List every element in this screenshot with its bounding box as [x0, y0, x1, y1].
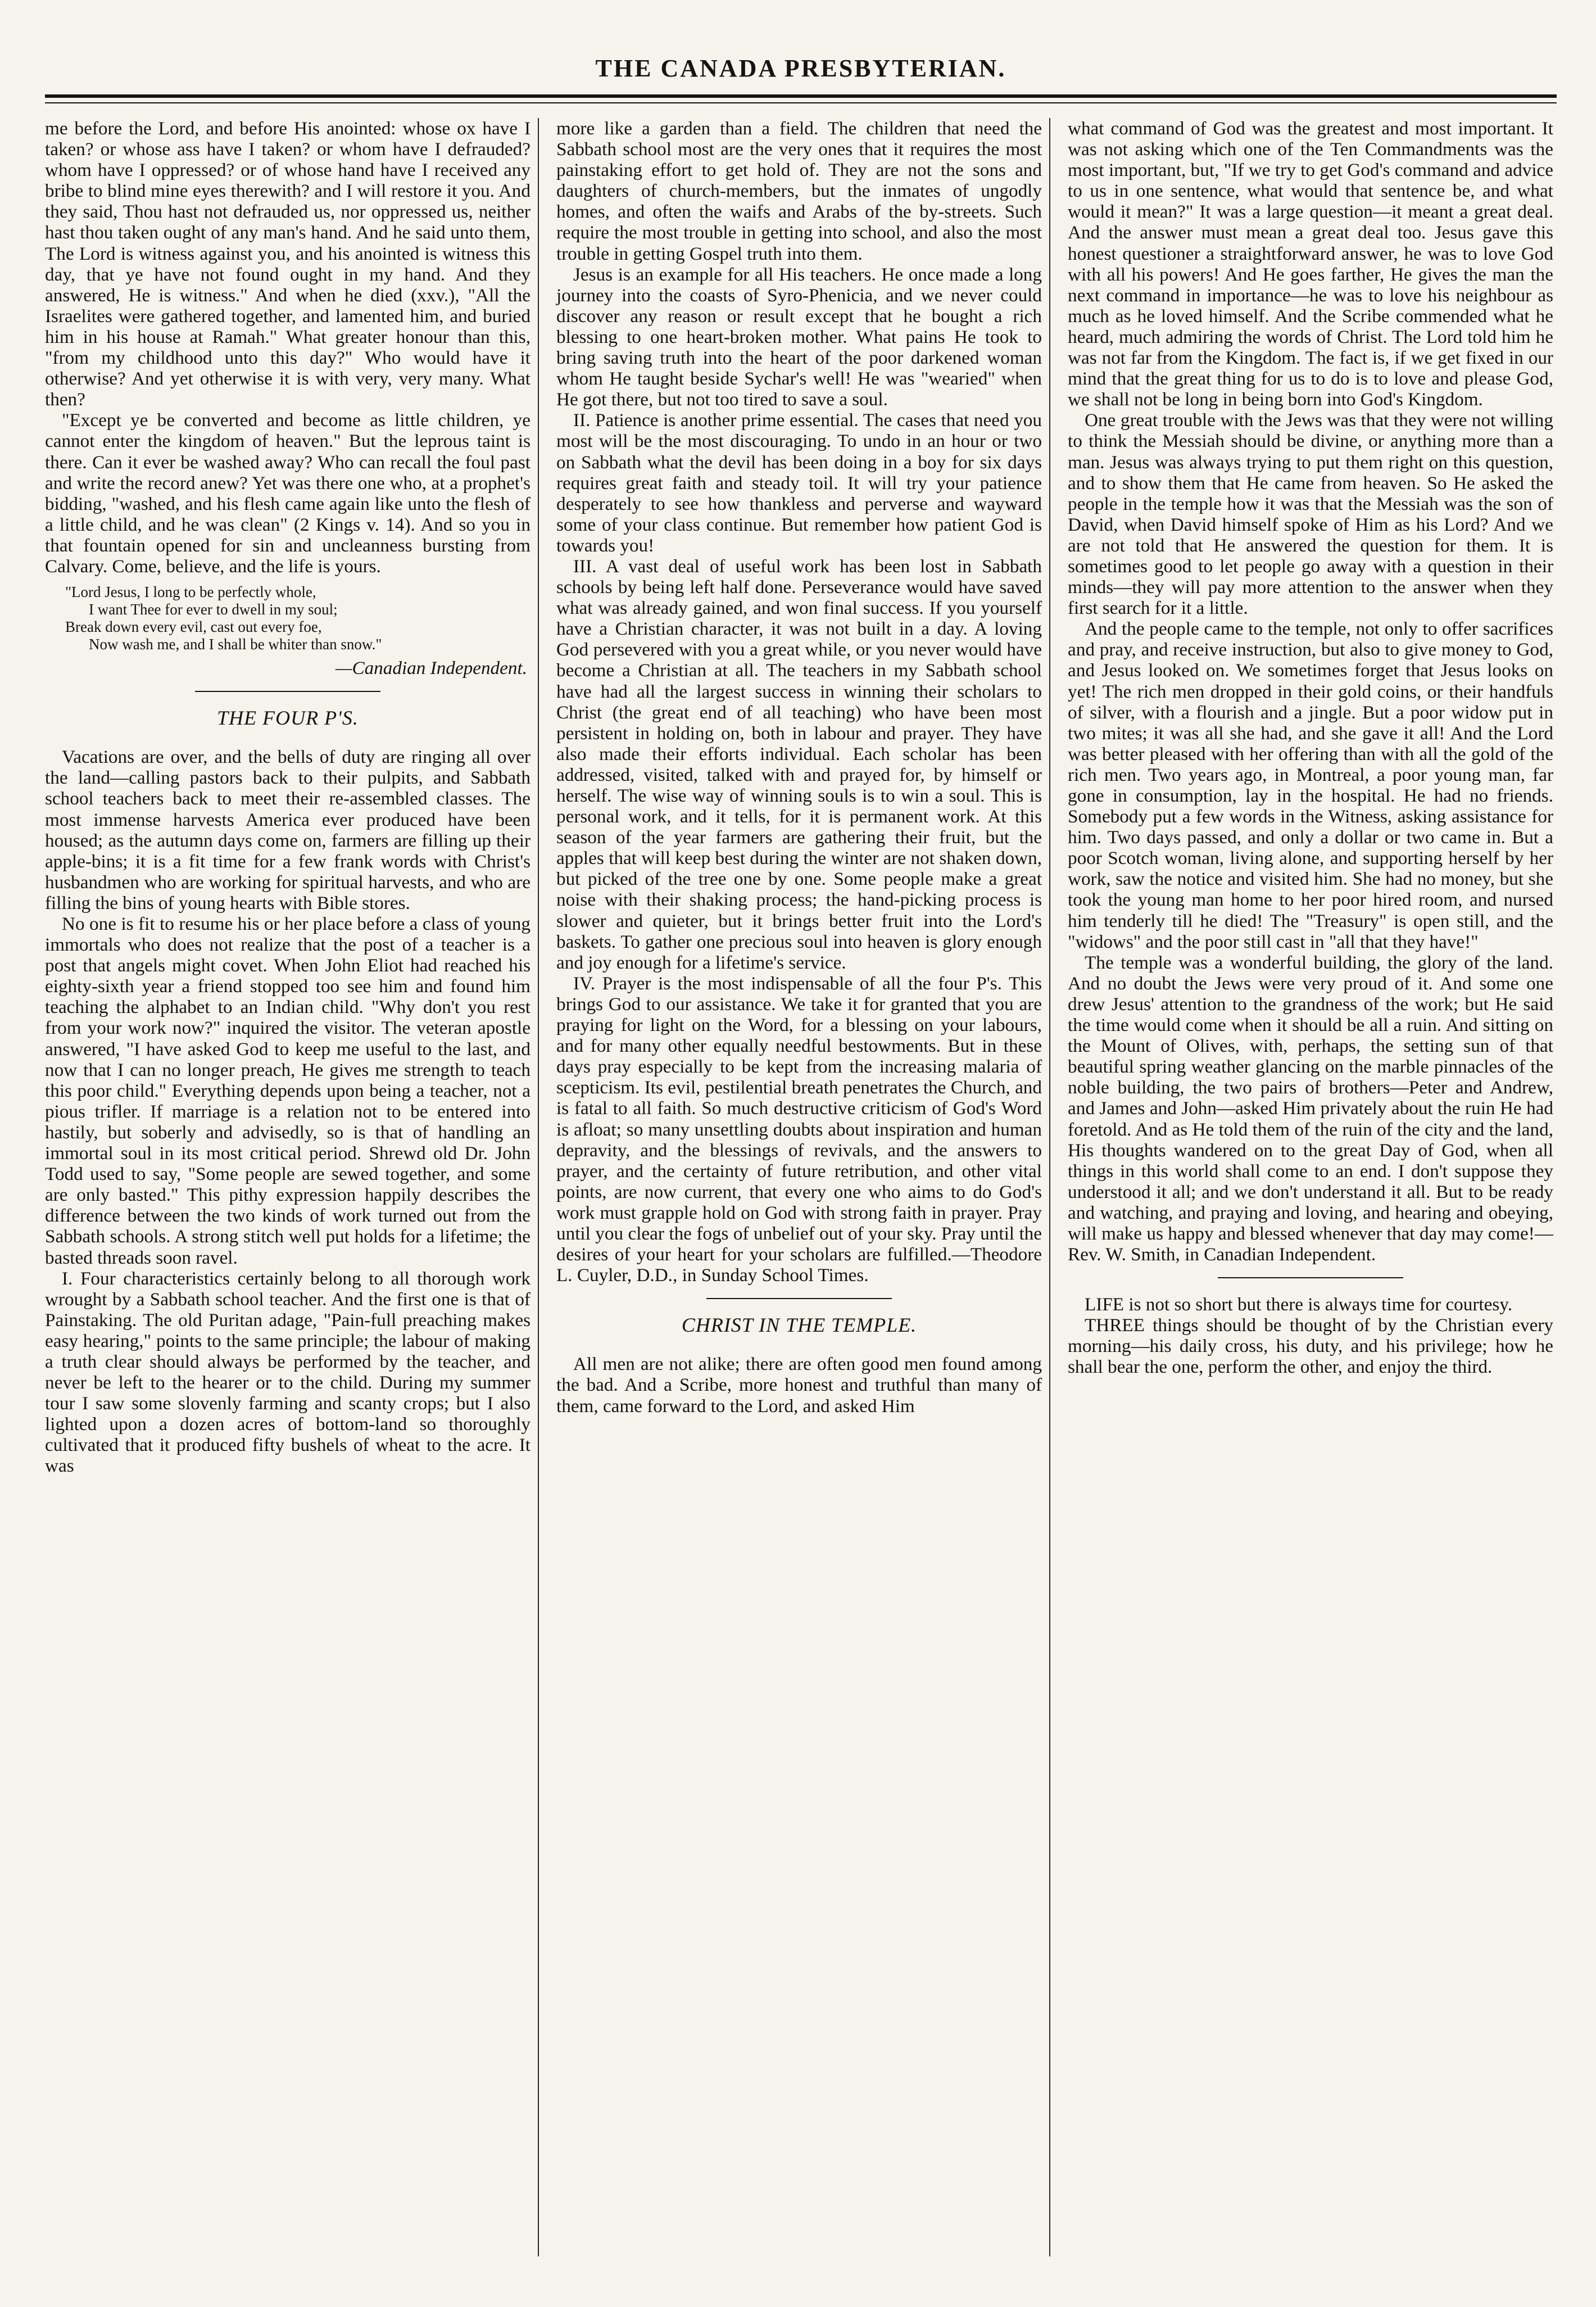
column-middle [556, 118, 1042, 2268]
section-separator [195, 691, 380, 692]
article-paragraph: All men are not alike; there are often good men found among the bad. And a Scribe, more honest and truthful than many of them, came forward to the Lord, and asked Him [556, 1354, 1042, 1417]
verse-line: Now wash me, and I shall be whiter than snow." [89, 636, 382, 653]
article-paragraph: more like a garden than a field. The children that need the Sabbath school most are the very ones that it requires the most painstaking effort to get hold of. They are not the sons and daughters of church-members, but the inmates of ungodly homes, and often the waifs and Arabs of the by-streets. Such require the most trouble in getting into school, and also the most trouble in getting Gospel truth into them. [556, 118, 1042, 264]
article-paragraph: me before the Lord, and before His anointed: whose ox have I taken? or whose ass have I taken? or whom have I defrauded? whom have I oppressed? or of whose hand have I received any bribe to blind mine eyes therewith? and I will restore it you. And they said, Thou hast not defrauded us, nor oppressed us, neither hast thou taken ought of any man's hand. And he said unto them, The Lord is witness against you, and his anointed is witness this day, that ye have not found ought in my hand. And they answered, He is witness." And when he died (xxv.), "All the Israelites were gathered together, and lamented him, and buried him in his house at Ramah." What greater honour than this, "from my childhood unto this day?" Who would have it otherwise? And yet otherwise it is with very, very many. What then? [45, 118, 531, 410]
article-paragraph: IV. Prayer is the most indispensable of all the four P's. This brings God to our assistance. We take it for granted that you are praying for light on the Word, for a blessing on your labours, and for many other equally needful bestowments. But in these days pray especially to be kept from the increasing malaria of scepticism. Its evil, pestilential breath penetrates the Church, and is fatal to all faith. So much destructive criticism of God's Word is afloat; so many unsettling doubts about inspiration and human depravity, and the blessings of revivals, and the answers to prayer, and the certainty of future retribution, and other vital points, are now current, that every one who aims to do God's work must grapple hold on God with strong faith in prayer. Pray until you clear the fogs of unbelief out of your sky. Pray until the desires of your heart for your scholars are fulfilled.—Theodore L. Cuyler, D.D., in Sunday School Times. [556, 972, 1042, 1286]
verse-line: I want Thee for ever to dwell in my soul; [89, 601, 338, 618]
masthead-rule-thick [45, 94, 1557, 98]
verse-line: Break down every evil, cast out every foe, [65, 618, 322, 636]
verse-line: "Lord Jesus, I long to be perfectly whole, [65, 583, 316, 601]
column-left [45, 118, 531, 2268]
masthead-rule-thin [45, 102, 1557, 103]
article-credit: —Canadian Independent. [335, 658, 527, 679]
article-heading: CHRIST IN THE TEMPLE. [681, 1314, 917, 1337]
article-paragraph: And the people came to the temple, not only to offer sacrifices and pray, and receive instruction, but also to give money to God, and Jesus looked on. We sometimes forget that Jesus looks on yet! The rich men dropped in their gold coins, or their handfuls of silver, with a flourish and a jingle. But a poor widow put in two mites; it was all she had, and she gave it all! And the Lord was better pleased with her offering than with all the gold of the rich men. Two years ago, in Montreal, a poor young man, far gone in consumption, lay in the hospital. He had no friends. Somebody put a few words in the Witness, asking assistance for him. Two days passed, and only a dollar or two came in. But a poor Scotch woman, living alone, and supporting herself by her work, saw the notice and visited him. She had no money, but she took the young man home to her poor hired room, and nursed him tenderly till he died! The "Treasury" is open still, and the "widows" and the poor still cast in "all that they have!" [1068, 618, 1553, 952]
article-paragraph: No one is fit to resume his or her place before a class of young immortals who does not realize that the post of a teacher is a post that angels might covet. When John Eliot had reached his eighty-sixth year a friend stopped too see him and found him teaching the alphabet to an Indian child. "Why don't you rest from your work now?" inquired the visitor. The veteran apostle answered, "I have asked God to keep me useful to the last, and now that I can no longer preach, He gives me strength to teach this poor child." Everything depends upon being a teacher, not a pious trifler. If marriage is a relation not to be entered into hastily, but soberly and advisedly, so is that of handling an immortal soul in its most critical period. Shrewd old Dr. John Todd used to say, "Some people are sewed together, and some are only basted." This pithy expression happily describes the difference between the two kinds of work turned out from the Sabbath schools. A strong stitch well put holds for a lifetime; the basted threads soon ravel. [45, 913, 531, 1268]
article-paragraph: "Except ye be converted and become as little children, ye cannot enter the kingdom of heaven." But the leprous taint is there. Can it ever be washed away? Who can recall the foul past and write the record anew? Yet was there one who, at a prophet's bidding, "washed, and his flesh came again like unto the flesh of a little child, and he was clean" (2 Kings v. 14). And so you in that fountain opened for sin and uncleanness bursting from Calvary. Come, believe, and the life is yours. [45, 410, 531, 577]
article-paragraph: Vacations are over, and the bells of duty are ringing all over the land—calling pastors back to their pulpits, and Sabbath school teachers back to meet their re-assembled classes. The most immense harvests America ever produced have been housed; as the autumn days come on, farmers are filling up their apple-bins; it is a fit time for a few frank words with Christ's husbandmen who are working for spiritual harvests, and who are filling the bins of young hearts with Bible stores. [45, 747, 531, 913]
article-paragraph: II. Patience is another prime essential. The cases that need you most will be the most discouraging. To undo in an hour or two on Sabbath what the devil has been doing in a boy for six days requires great faith and steady toil. It will try your patience desperately to see how thankless and perverse and wayward some of your class continue. But remember how patient God is towards you! [556, 410, 1042, 556]
column-rule-left [538, 118, 539, 2256]
short-item: LIFE is not so short but there is always time for courtesy. [1085, 1294, 1513, 1315]
section-separator [706, 1298, 892, 1299]
article-paragraph: The temple was a wonderful building, the glory of the land. And no doubt the Jews were very proud of it. And some one drew Jesus' attention to the grandness of the work; but He said the time would come when it should be all a ruin. And sitting on the Mount of Olives, with, perhaps, the setting sun of that beautiful spring weather glancing on the marble pinnacles of the noble building, the two pairs of brothers—Peter and Andrew, and James and John—asked Him privately about the ruin He had foretold. And as He told them of the ruin of the city and the land, His thoughts wandered on to the great Day of God, when all things in this world shall come to an end. I don't suppose they understood it all; and we don't understand it all. But to be ready and watching, and praying and loving, and hearing and obeying, will make us happy and blessed whenever that day may come!—Rev. W. Smith, in Canadian Independent. [1068, 952, 1553, 1265]
masthead-title: THE CANADA PRESBYTERIAN. [595, 55, 1006, 82]
section-separator [1218, 1277, 1403, 1278]
article-paragraph: I. Four characteristics certainly belong to all thorough work wrought by a Sabbath school teacher. And the first one is that of Painstaking. The old Puritan adage, "Pain-full preaching makes easy hearing," points to the same principle; the labour of making a truth clear should always be performed by the teacher, and never be left to the hearer or to the child. During my summer tour I saw some slovenly farming and scanty crops; but I also lighted upon a dozen acres of bottom-land so thoroughly cultivated that it produced fifty bushels of wheat to the acre. It was [45, 1268, 531, 1477]
column-rule-right [1049, 118, 1050, 2256]
article-paragraph: One great trouble with the Jews was that they were not willing to think the Messiah should be divine, or anything more than a man. Jesus was always trying to put them right on this question, and to show them that He came from heaven. So He asked the people in the temple how it was that the Messiah was the son of David, when David himself spoke of Him as his Lord? And we are not told that He answered the question for them. It is sometimes good to let people go away with a question in their minds—they will pay more attention to the answer when they first search for it a little. [1068, 410, 1553, 619]
short-item: THREE things should be thought of by the Christian every morning—his daily cross, his duty, and his privilege; how he shall bear the one, perform the other, and enjoy the third. [1068, 1315, 1553, 1378]
hymn-verse [65, 583, 531, 653]
article-paragraph: what command of God was the greatest and most important. It was not asking which one of the Ten Commandments was the most important, but, "If we try to get God's command and advice to us in one sentence, what would that sentence be, and what would it mean?" It was a large question—it meant a great deal. And the answer must mean a great deal too. Jesus gave this honest questioner a straightforward answer, he was to love God with all his powers! And He goes farther, He gives the man the next command in importance—he was to love his neighbour as much as he loved himself. And the Scribe commended what he heard, much admiring the words of Christ. The Lord told him he was not far from the Kingdom. The fact is, if we get fixed in our mind that the great thing for us to do is to love and please God, we shall not be long in being born into God's Kingdom. [1068, 118, 1553, 410]
column-right [1068, 118, 1553, 2268]
article-heading: THE FOUR P'S. [217, 707, 359, 730]
article-paragraph: III. A vast deal of useful work has been lost in Sabbath schools by being left half done. Perseverance would have saved what was already gained, and won final success. If you yourself have a Christian character, it was not built in a day. A loving God persevered with you a great while, or you never would have become a Christian at all. The teachers in my Sabbath school have had all the largest success in winning their scholars to Christ (the great end of all teaching) who have been most persistent in holding on, both in labour and prayer. They have also made their efforts individual. Each scholar has been addressed, visited, talked with and prayed for, by himself or herself. The wise way of winning souls is to win a soul. This is personal work, and it tells, for it is permanent work. At this season of the year farmers are gathering their fruit, but the apples that will keep best during the winter are not shaken down, but picked of the tree one by one. Some people make a great noise with their shaking process; the hand-picking process is slower and quieter, but it brings better fruit into the Lord's baskets. To gather one precious soul into heaven is glory enough and joy enough for a lifetime's service. [556, 555, 1042, 973]
article-paragraph: Jesus is an example for all His teachers. He once made a long journey into the coasts of Syro-Phenicia, and we never could discover any reason or result except that he bought a rich blessing to one heart-broken mother. What pains He took to bring saving truth into the heart of the poor darkened woman whom He taught beside Sychar's well! He was "wearied" when He got there, but not too tired to save a soul. [556, 264, 1042, 410]
